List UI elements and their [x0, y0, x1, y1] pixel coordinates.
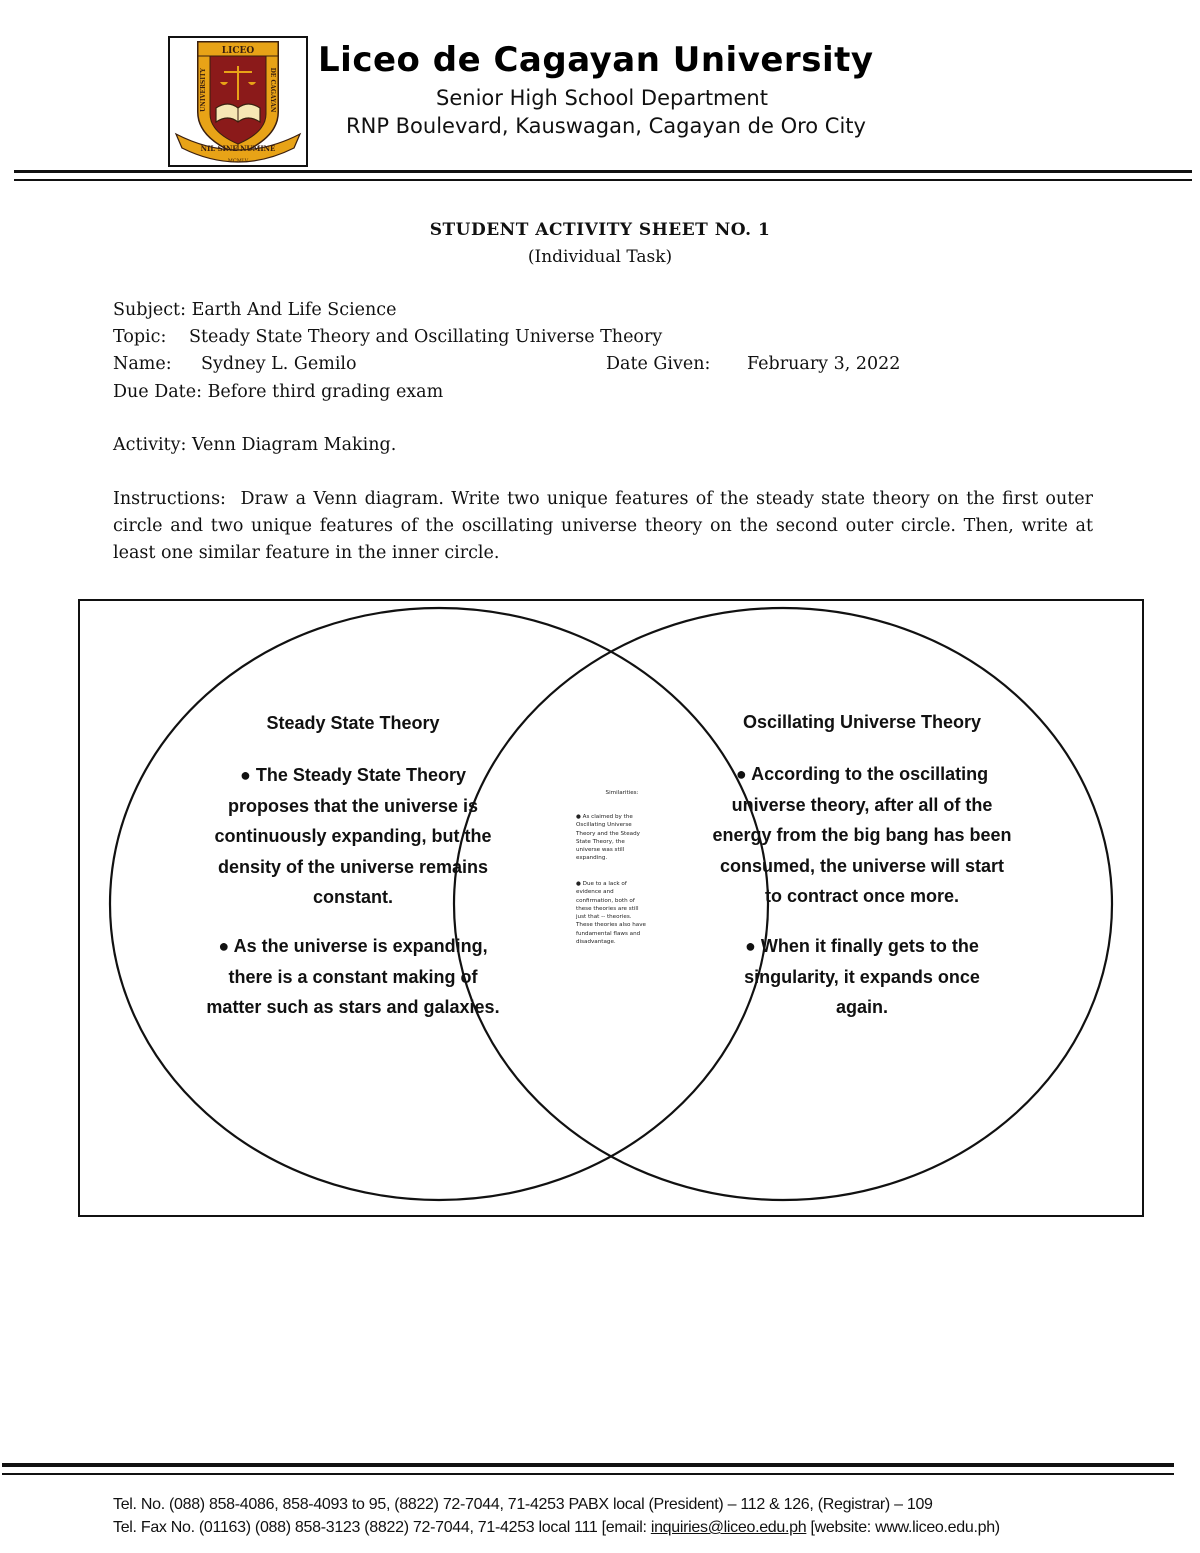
right-circle-title: Oscillating Universe Theory	[742, 712, 982, 732]
subject-label: Subject:	[113, 300, 186, 320]
department-name: Senior High School Department	[436, 86, 768, 110]
instructions-value: Draw a Venn diagram. Write two unique features of the steady state theory on the first outer circle and two unique features of the oscillating universe theory on the second outer circle. Then, write at least one similar feature in the inner circle.	[113, 489, 1093, 563]
date-given-value: February 3, 2022	[747, 354, 901, 374]
footer-rule-thin	[2, 1473, 1174, 1475]
topic-value: Steady State Theory and Oscillating Universe Theory	[189, 327, 663, 347]
university-seal	[170, 38, 306, 165]
due-date-value: Before third grading exam	[207, 382, 444, 402]
due-date-line	[113, 382, 443, 402]
footer-email-link[interactable]: inquiries@liceo.edu.ph	[650, 1519, 807, 1536]
sheet-subtitle: (Individual Task)	[527, 247, 673, 267]
footer-rule-thick	[2, 1463, 1174, 1467]
middle-bullet-1: ● As claimed by the Oscillating Universe Theory and the Steady State Theory, the universe was still expanding.	[576, 814, 640, 862]
date-given-line	[606, 354, 900, 374]
date-given-label: Date Given:	[606, 354, 711, 374]
footer-fax-line	[113, 1519, 1000, 1537]
seal-year: MCMLV	[227, 158, 249, 164]
footer-phone-line: Tel. No. (088) 858-4086, 858-4093 to 95, (8822) 72-7044, 71-4253 PABX local (President) – 112 & 126, (Registrar) – 109	[113, 1496, 933, 1513]
right-bullet-1: ● According to the oscillating universe theory, after all of the energy from the big bang has been consumed, the universe will start to contract once more.	[712, 764, 1012, 906]
due-date-label: Due Date:	[113, 382, 202, 402]
university-name: Liceo de Cagayan University	[318, 40, 874, 80]
topic-label: Topic:	[113, 327, 167, 347]
seal-left-text: UNIVERSITY	[200, 68, 207, 112]
instructions-label: Instructions:	[113, 489, 226, 509]
university-address: RNP Boulevard, Kauswagan, Cagayan de Oro City	[346, 114, 866, 138]
footer-fax-prefix: Tel. Fax No. (01163) (088) 858-3123 (8822) 72-7044, 71-4253 local 111 [email:	[113, 1519, 651, 1536]
seal-right-text: DE CAGAYAN	[269, 67, 276, 113]
middle-bullet-2: ● Due to a lack of evidence and confirmation, both of these theories are still just that -- theories. These theories also have fundamental flaws and disadvantage.	[576, 881, 646, 946]
middle-title: Similarities:	[605, 790, 639, 796]
seal-motto: NIL SINE NUMINE	[200, 144, 276, 153]
name-line	[113, 354, 357, 374]
subject-line	[113, 300, 396, 320]
footer-website: [website: www.liceo.edu.ph)	[806, 1519, 1000, 1536]
name-value: Sydney L. Gemilo	[201, 354, 357, 374]
header-rule-thin	[14, 179, 1192, 181]
left-bullet-1: ● The Steady State Theory proposes that the universe is continuously expanding, but the density of the universe remains constant.	[214, 765, 492, 907]
topic-line	[113, 327, 662, 347]
activity-label: Activity:	[113, 435, 187, 455]
subject-value: Earth And Life Science	[191, 300, 397, 320]
seal-top-text: LICEO	[221, 46, 255, 56]
name-label: Name:	[113, 354, 172, 374]
right-bullet-2: ● When it finally gets to the singularity, it expands once again.	[744, 936, 980, 1017]
left-bullet-2: ● As the universe is expanding, there is a constant making of matter such as stars and galaxies.	[206, 936, 500, 1017]
activity-line	[113, 435, 396, 455]
header-rule-thick	[14, 170, 1192, 173]
logo-frame	[168, 36, 308, 167]
activity-value: Venn Diagram Making.	[191, 435, 397, 455]
left-circle-title: Steady State Theory	[266, 713, 440, 733]
instructions-paragraph	[113, 486, 1093, 567]
sheet-title: STUDENT ACTIVITY SHEET NO. 1	[429, 220, 771, 240]
